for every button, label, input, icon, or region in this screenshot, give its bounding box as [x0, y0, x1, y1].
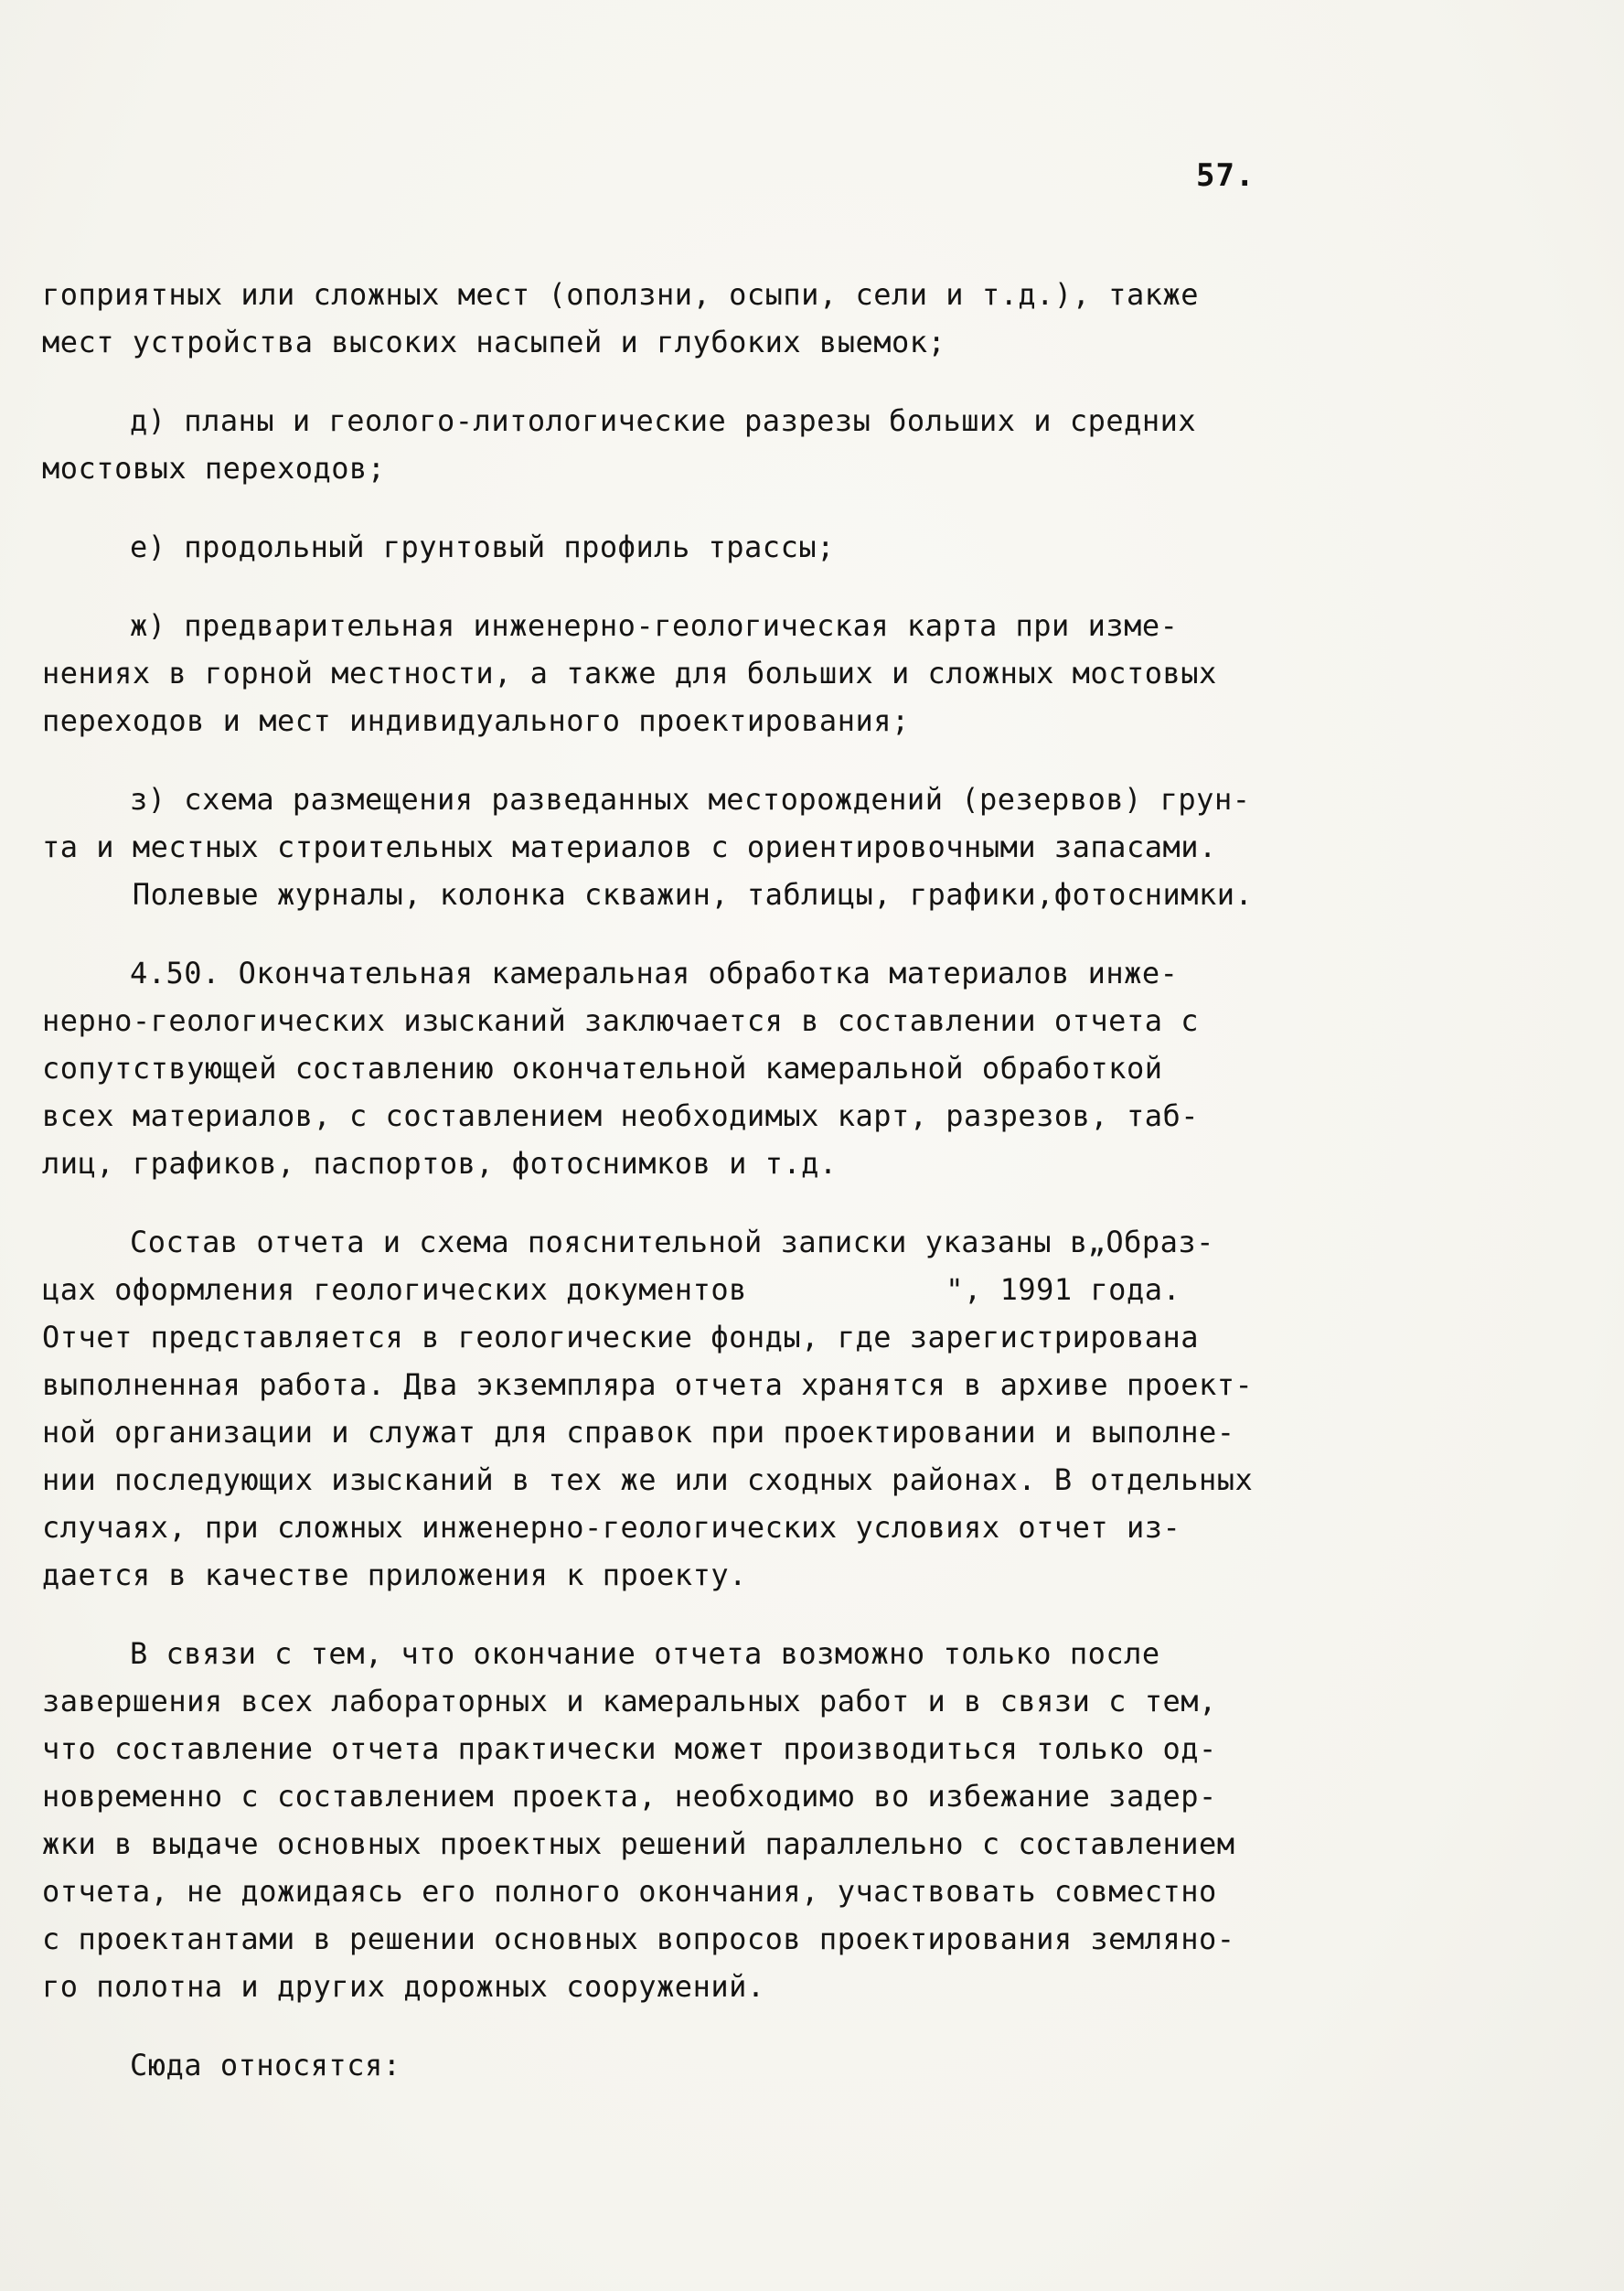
- text-line: жки в выдаче основных проектных решений параллельно с составлением: [42, 1826, 1235, 1861]
- document-body: [42, 271, 1523, 2089]
- text-line: нениях в горной местности, а также для больших и сложных мостовых: [42, 656, 1217, 691]
- text-line: з) схема размещения разведанных месторождений (резервов) грун-: [130, 782, 1251, 817]
- text-line: дается в качестве приложения к проекту.: [42, 1558, 747, 1592]
- paragraph: [42, 523, 1523, 571]
- text-line: мостовых переходов;: [42, 451, 386, 486]
- text-line: лиц, графиков, паспортов, фотоснимков и т.д.: [42, 1146, 838, 1181]
- paragraph: [42, 1630, 1523, 2010]
- text-line: Полевые журналы, колонка скважин, таблицы, графики,фотоснимки.: [42, 877, 1254, 912]
- text-line: что составление отчета практически может производиться только од-: [42, 1731, 1217, 1766]
- text-line: с проектантами в решении основных вопросов проектирования земляно-: [42, 1922, 1235, 1956]
- text-line: сопутствующей составлению окончательной камеральной обработкой: [42, 1051, 1163, 1086]
- text-line: отчета, не дожидаясь его полного окончания, участвовать совместно: [42, 1874, 1217, 1909]
- text-line: д) планы и геолого-литологические разрезы больших и средних: [130, 403, 1197, 438]
- text-line: ной организации и служат для справок при проектировании и выполне-: [42, 1415, 1235, 1450]
- text-line: нии последующих изысканий в тех же или сходных районах. В отдельных: [42, 1462, 1254, 1497]
- text-line: случаях, при сложных инженерно-геологических условиях отчет из-: [42, 1510, 1181, 1545]
- paragraph: [42, 271, 1523, 366]
- paragraph: [42, 397, 1523, 492]
- text-line: 4.50. Окончательная камеральная обработка материалов инже-: [130, 956, 1179, 990]
- text-line: го полотна и других дорожных сооружений.: [42, 1969, 765, 2004]
- text-line: та и местных строительных материалов с ориентировочными запасами.: [42, 830, 1217, 864]
- text-line: завершения всех лабораторных и камеральных работ и в связи с тем,: [42, 1684, 1217, 1718]
- text-line: Сюда относятся:: [130, 2048, 401, 2082]
- text-line: е) продольный грунтовый профиль трассы;: [130, 530, 835, 564]
- page-number: 57.: [1196, 157, 1255, 194]
- text-line: всех материалов, с составлением необходимых карт, разрезов, таб-: [42, 1098, 1199, 1133]
- text-line: Отчет представляется в геологические фонды, где зарегистрирована: [42, 1320, 1199, 1354]
- text-line: ж) предварительная инженерно-геологическая карта при изме-: [130, 608, 1179, 643]
- text-line: В связи с тем, что окончание отчета возможно только после: [130, 1636, 1160, 1671]
- text-line: Состав отчета и схема пояснительной записки указаны в„Образ-: [130, 1225, 1214, 1259]
- text-line: нерно-геологических изысканий заключается в составлении отчета с: [42, 1003, 1199, 1038]
- paragraph: [42, 949, 1523, 1187]
- paragraph: [42, 776, 1523, 918]
- text-line: мест устройства высоких насыпей и глубоких выемок;: [42, 325, 946, 359]
- text-line: выполненная работа. Два экземпляра отчета хранятся в архиве проект-: [42, 1367, 1254, 1402]
- paragraph: [42, 1218, 1523, 1599]
- paragraph: [42, 602, 1523, 744]
- text-line: новременно с составлением проекта, необходимо во избежание задер-: [42, 1779, 1217, 1814]
- text-line: гоприятных или сложных мест (оползни, осыпи, сели и т.д.), также: [42, 277, 1199, 312]
- paragraph: [42, 2041, 1523, 2089]
- text-line: переходов и мест индивидуального проектирования;: [42, 703, 910, 738]
- text-line: цах оформления геологических документов ", 1991 года.: [42, 1272, 1181, 1307]
